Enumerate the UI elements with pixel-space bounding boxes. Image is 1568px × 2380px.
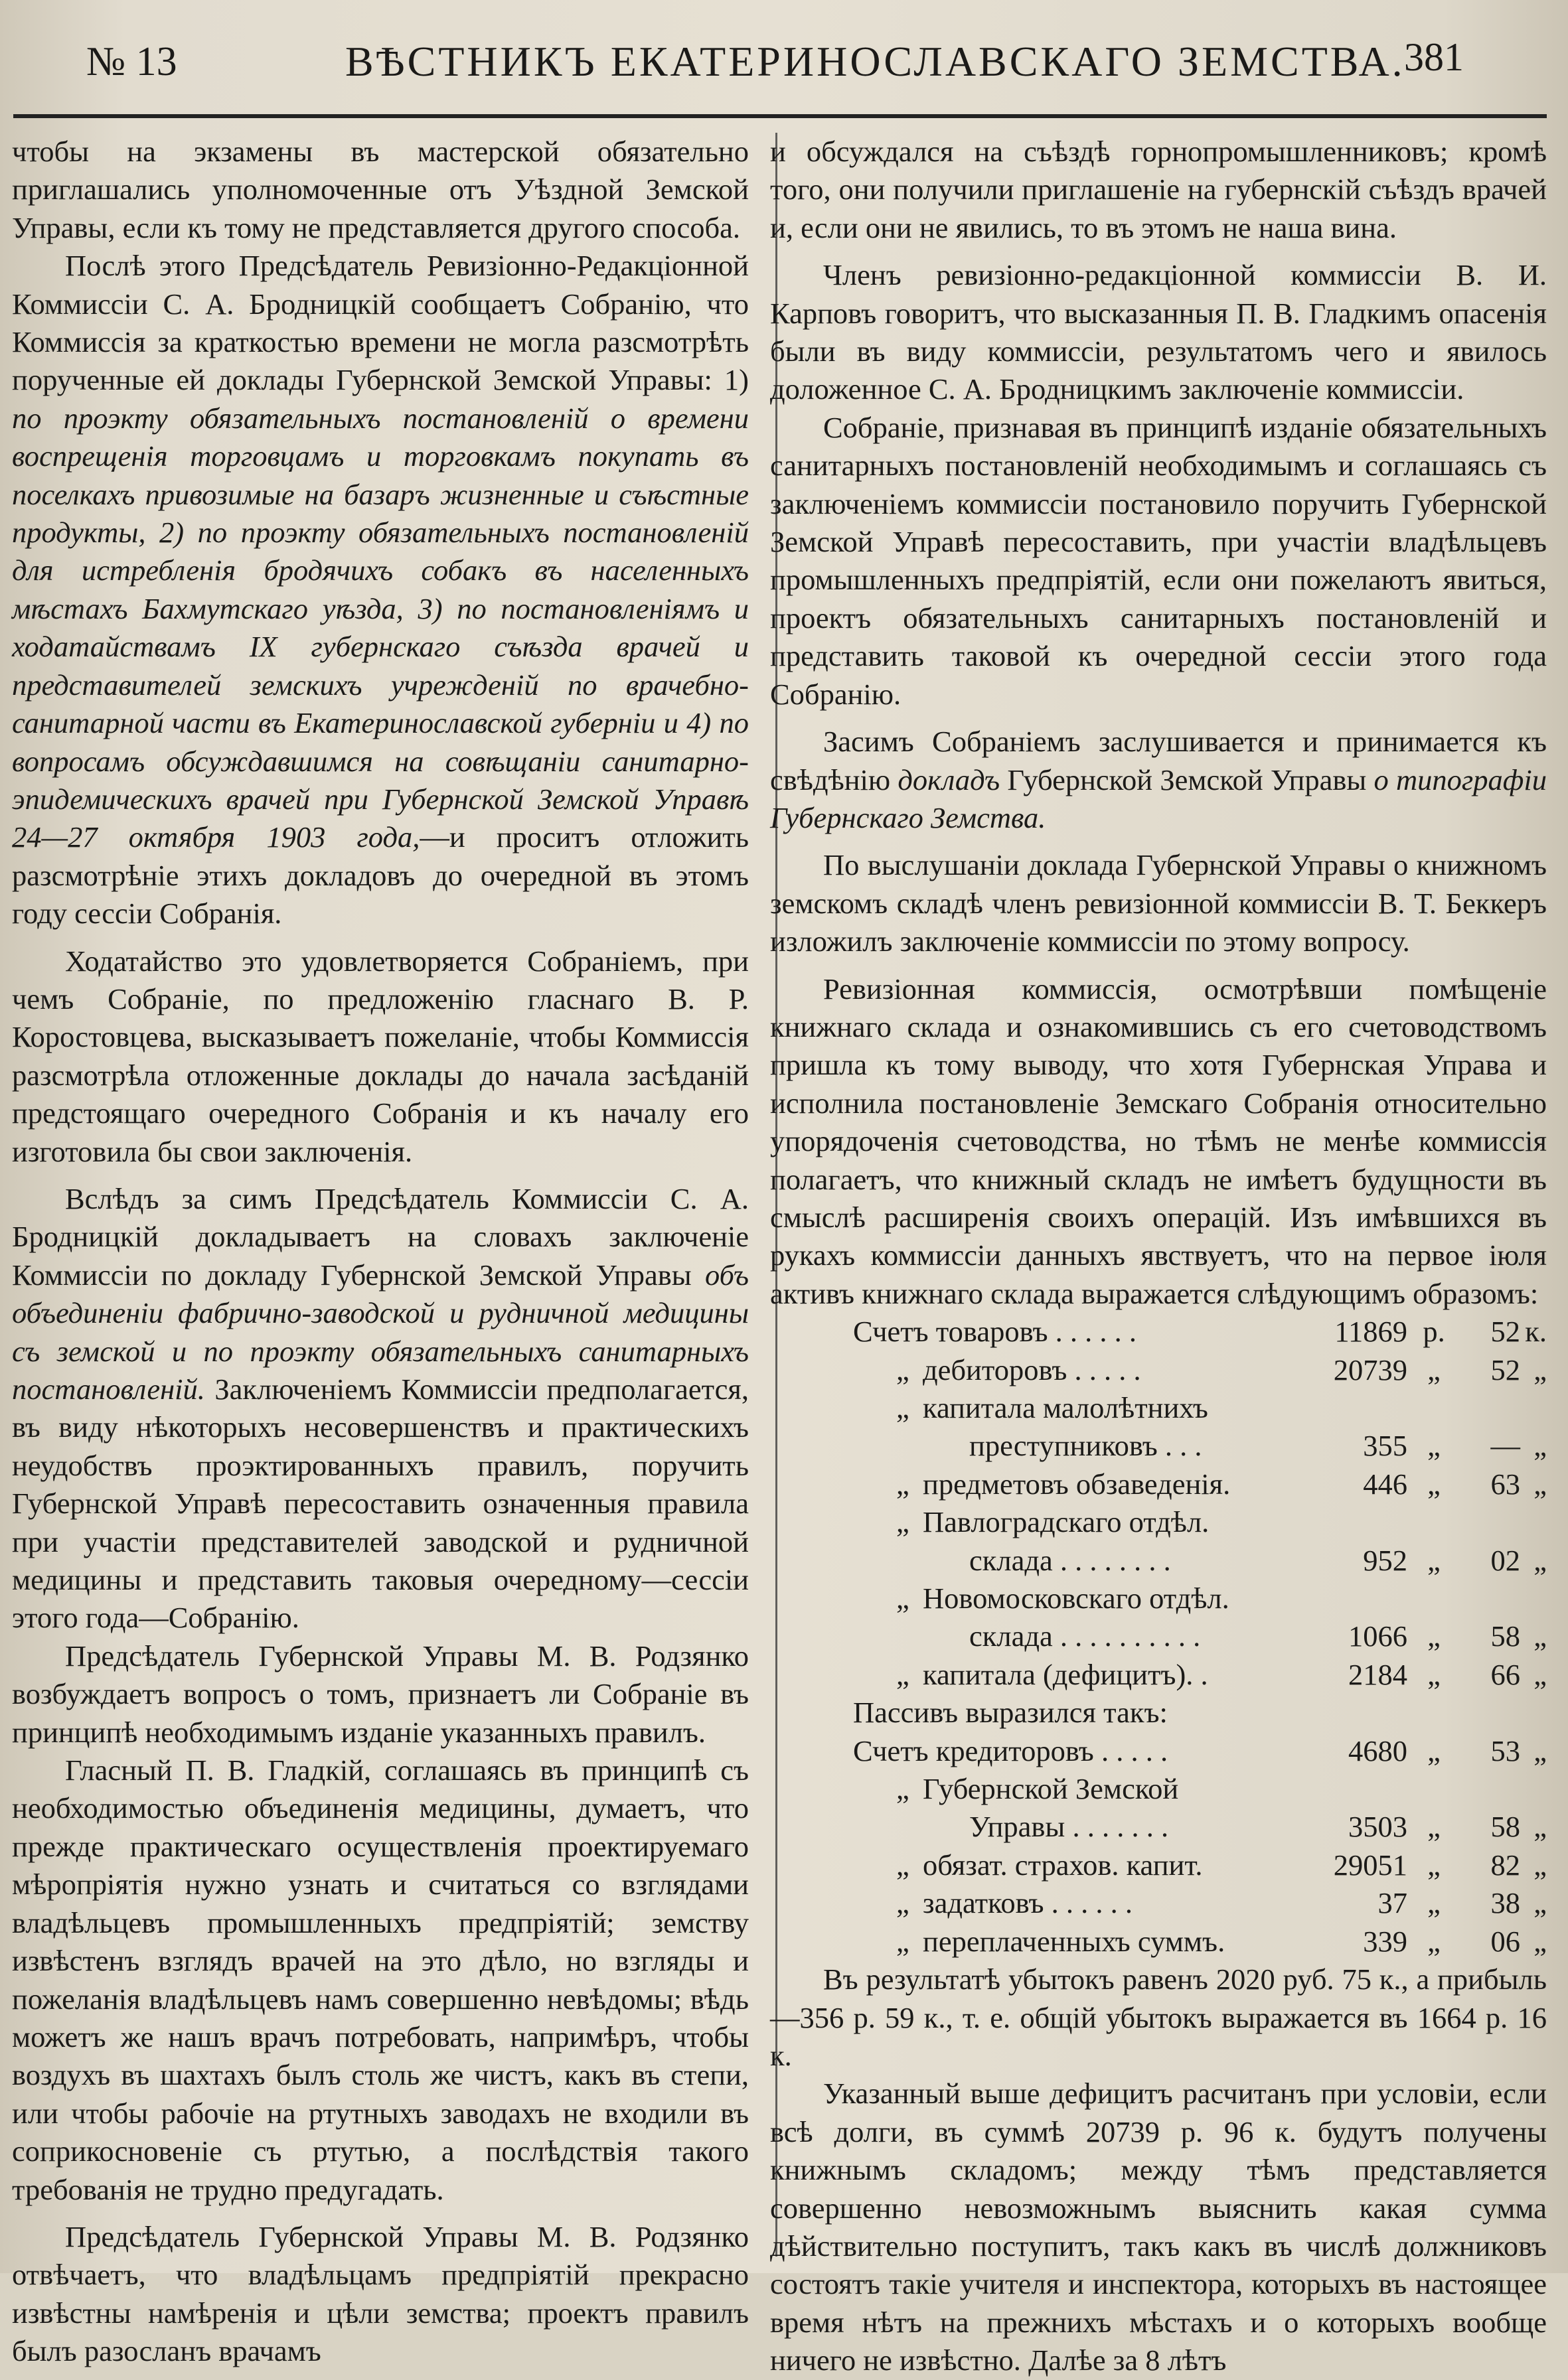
paragraph: Предсѣдатель Губернской Управы М. В. Родзянко возбуждаетъ вопросъ о томъ, признаетъ ли Собраніе въ принципѣ необходимымъ изданіе указанныхъ правилъ. [12,1639,749,1749]
kopecks-unit: „ [1533,1467,1547,1501]
rubles-unit: „ [1427,1886,1441,1920]
rubles-unit: „ [1427,1734,1441,1767]
liabilities-table [770,1732,1547,1961]
paragraph: и обсуждался на съѣздѣ горнопромышленниковъ; кромѣ того, они получили приглашеніе на губернскій съѣздъ врачей и, если они не явились, то въ этомъ не наша вина. [770,135,1547,244]
account-label [770,1313,1281,1351]
account-label [770,1465,1281,1503]
issue-number: № 13 [86,39,177,84]
account-label [770,1732,1281,1770]
ditto-mark: „ [896,1582,909,1615]
account-label-text: переплаченныхъ суммъ. [923,1924,1225,1958]
kopecks-unit: „ [1533,1619,1547,1653]
account-row [770,1580,1547,1617]
journal-title: ВѢСТНИКЪ ЕКАТЕРИНОСЛАВСКАГО ЗЕМСТВА. [345,38,1405,85]
account-label-text: задатковъ . . . . . . [923,1886,1133,1920]
paragraph: Ревизіонная коммиссія, осмотрѣвши помѣщеніе книжнаго склада и ознакомившись съ его счетоводствомъ пришла къ тому выводу, что хотя Губернская Управа и исполнила постановленіе Земскаго Собранія относительно упорядоченія счетоводства, но тѣмъ не менѣе коммиссія полагаетъ, что книжный складъ не имѣетъ будущности въ смыслѣ расширенія своихъ операцій. Изъ имѣвшихся въ рукахъ коммиссіи данныхъ явствуетъ, что на первое іюля активъ книжнаго склада выражается слѣдующимъ образомъ: [770,972,1547,1310]
account-row [770,1313,1547,1351]
paragraph: По выслушаніи доклада Губернской Управы о книжномъ земскомъ складѣ членъ ревизіонной коммиссіи В. Т. Беккеръ изложилъ заключеніе коммиссіи по этому вопросу. [770,848,1547,958]
rubles-unit: „ [1427,1353,1441,1386]
ditto-mark: „ [896,1886,909,1920]
header-rule [13,114,1547,118]
ditto-mark: „ [896,1353,909,1386]
ditto-mark: „ [896,1391,909,1424]
kopecks-unit: „ [1533,1429,1547,1463]
paragraph [12,1180,749,1637]
rubles-unit: „ [1427,1657,1441,1691]
account-label [770,1846,1281,1884]
rubles-unit: „ [1427,1467,1441,1501]
kopecks-value: 66 [1490,1657,1520,1691]
rubles-value: 3503 [1348,1810,1407,1844]
rubles-unit: „ [1427,1924,1441,1958]
rubles-value: 4680 [1348,1734,1407,1767]
paragraph: Собраніе, признавая въ принципѣ изданіе обязательныхъ санитарныхъ постановленій необходимымъ и соглашаясь съ заключеніемъ коммиссіи постановило поручить Губернской Земской Управѣ пересоставить, при участіи владѣльцевъ промышленныхъ предпріятій, если они пожелаютъ явиться, проектъ обязательныхъ санитарныхъ постановленій и представить таковой къ очередной сессіи этого года Собранію. [770,410,1547,711]
report-word: докладъ [898,763,1000,796]
account-label-text: Счетъ кредиторовъ . . . . . [853,1734,1168,1767]
kopecks-unit: „ [1533,1848,1547,1882]
kopecks-value: 52 [1490,1353,1520,1386]
account-row [770,1503,1547,1541]
account-label-text: склада . . . . . . . . [969,1543,1171,1577]
left-column [12,133,749,2371]
account-label-text: Управы . . . . . . . [969,1810,1169,1844]
paragraph-text: Послѣ этого Предсѣдатель Ревизіонно-Редакціонной Коммиссіи С. А. Бродницкій сообщаетъ Собранію, что Коммиссія за краткостью времени не могла разсмотрѣть порученные ей доклады Губернской Земской Управы: 1) [12,249,749,397]
kopecks-value: 38 [1490,1886,1520,1920]
account-row [770,1923,1547,1961]
rubles-unit: „ [1427,1543,1441,1577]
ditto-mark: „ [896,1924,909,1958]
account-label-text: склада . . . . . . . . . . [969,1619,1201,1653]
kopecks-value: 06 [1490,1924,1520,1958]
account-row [770,1351,1547,1389]
assets-table [770,1313,1547,1694]
paragraph [12,247,749,932]
account-label [770,1351,1281,1389]
paragraph: чтобы на экзамены въ мастерской обязательно приглашались уполномоченные отъ Уѣздной Земской Управы, если къ тому не представляется другого способа. [12,135,749,244]
paragraph: Предсѣдатель Губернской Управы М. В. Родзянко отвѣчаетъ, что владѣльцамъ предпріятій прекрасно извѣстны намѣренія и цѣли земства; проектъ правилъ былъ разосланъ врачамъ [12,2219,749,2368]
rubles-unit: „ [1427,1619,1441,1653]
passive-heading: Пассивъ выразился такъ: [853,1696,1168,1730]
account-row [770,1389,1547,1427]
account-row [770,1656,1547,1694]
account-label-text: преступниковъ . . . [969,1429,1202,1463]
report-title: о типографіи Губернскаго Земства. [770,763,1547,834]
ditto-mark: „ [896,1848,909,1882]
ditto-mark: „ [896,1657,909,1691]
account-row [770,1770,1547,1808]
paragraph: Членъ ревизіонно-редакціонной коммиссіи В. И. Карповъ говоритъ, что высказанныя П. В. Гладкимъ опасенія были въ виду коммиссіи, результатомъ чего и явилось доложенное С. А. Бродницкимъ заключеніе коммиссіи. [770,258,1547,406]
rubles-value: 1066 [1348,1619,1407,1653]
account-row [770,1846,1547,1884]
ditto-mark: „ [896,1772,909,1806]
account-label [770,1884,1281,1922]
rubles-value: 952 [1363,1543,1407,1577]
paragraph: Ходатайство это удовлетворяется Собраніемъ, при чемъ Собраніе, по предложенію гласнаго В. Р. Коростовцева, высказываетъ пожеланіе, чтобы Коммиссія разсмотрѣла отложенные доклады до начала засѣданій предстоящаго очередного Собранія и къ началу его изготовила бы свои заключенія. [12,944,749,1168]
kopecks-unit: „ [1533,1353,1547,1386]
account-label-text: Губернской Земской [923,1772,1179,1806]
right-column [770,133,1547,2380]
account-row [770,1617,1547,1655]
account-label [770,1542,1281,1580]
paragraph-text: —и проситъ отложить разсмотрѣніе этихъ докладовъ до очередной въ этомъ году сессіи Собранія. [12,820,749,930]
kopecks-unit: „ [1533,1543,1547,1577]
account-row [770,1465,1547,1503]
account-label [770,1389,1281,1427]
rubles-unit: „ [1427,1848,1441,1882]
paragraph: Въ результатѣ убытокъ равенъ 2020 руб. 75 к., а прибыль—356 р. 59 к., т. е. общій убытокъ выражается въ 1664 р. 16 к. [770,1963,1547,2072]
rubles-value: 37 [1377,1886,1407,1920]
rubles-unit: р. [1423,1315,1445,1349]
kopecks-value: 63 [1490,1467,1520,1501]
account-label-text: капитала малолѣтнихъ [923,1391,1208,1424]
account-label [770,1656,1281,1694]
rubles-value: 11869 [1334,1315,1407,1349]
account-label [770,1770,1281,1808]
kopecks-value: 58 [1490,1619,1520,1653]
rubles-value: 29051 [1333,1848,1407,1882]
kopecks-value: 58 [1490,1810,1520,1844]
rubles-value: 355 [1363,1429,1407,1463]
rubles-unit: „ [1427,1810,1441,1844]
paragraph: Указанный выше дефицитъ расчитанъ при условіи, если всѣ долги, въ суммѣ 20739 р. 96 к. будутъ получены книжнымъ складомъ; между тѣмъ представляется совершенно невозможнымъ выяснить какая сумма дѣйствительно поступитъ, такъ какъ въ числѣ должниковъ состоятъ такіе учителя и инспектора, которыхъ въ настоящее время нѣтъ на прежнихъ мѣстахъ и о которыхъ вообще ничего не извѣстно. Далѣе за 8 лѣтъ [770,2077,1547,2377]
kopecks-value: 53 [1490,1734,1520,1767]
account-label [770,1923,1281,1961]
rubles-value: 339 [1363,1924,1407,1958]
ditto-mark: „ [896,1505,909,1539]
account-label [770,1808,1281,1846]
account-label [770,1503,1281,1541]
account-label-text: Счетъ товаровъ . . . . . . [853,1315,1137,1349]
rubles-value: 446 [1363,1467,1407,1501]
kopecks-value: 82 [1490,1848,1520,1882]
kopecks-unit: „ [1533,1886,1547,1920]
account-label-text: капитала (дефицитъ). . [923,1657,1208,1691]
account-label [770,1427,1281,1465]
paragraph [770,723,1547,837]
kopecks-unit: „ [1533,1924,1547,1958]
account-row [770,1884,1547,1922]
account-row [770,1732,1547,1770]
account-label-text: дебиторовъ . . . . . [923,1353,1141,1386]
paragraph-text: Заключеніемъ Коммиссіи предполагается, въ виду нѣкоторыхъ несовершенствъ и практическихъ неудобствъ проэктированныхъ правилъ, поручить Губернской Управѣ пересоставить означенныя правила при участіи представителей заводской и рудничной медицины и представить таковыя очередному—сессіи этого года—Собранію. [12,1373,749,1635]
paragraph-text: Губернской Земской Управы [1000,763,1374,796]
kopecks-value: — [1490,1429,1520,1463]
ditto-mark: „ [896,1467,909,1501]
account-label-text: предметовъ обзаведенія. [923,1467,1231,1501]
rubles-unit: „ [1427,1429,1441,1463]
rubles-value: 2184 [1348,1657,1407,1691]
paragraph-text: Вслѣдъ за симъ Предсѣдатель Коммиссіи С. А. Бродницкій докладываетъ на словахъ заключеніе Коммиссіи по докладу Губернской Земской Управы [12,1181,749,1292]
kopecks-unit: „ [1533,1657,1547,1691]
kopecks-unit: „ [1533,1734,1547,1767]
account-label-text: Павлоградскаго отдѣл. [923,1505,1210,1539]
kopecks-unit: „ [1533,1810,1547,1844]
rubles-value: 20739 [1333,1353,1407,1386]
page-number: 381 [1404,35,1464,79]
kopecks-unit: к. [1525,1315,1547,1349]
account-label [770,1617,1281,1655]
account-label-text: обязат. страхов. капит. [923,1848,1203,1882]
account-row [770,1542,1547,1580]
paragraph: Гласный П. В. Гладкій, соглашаясь въ принципѣ съ необходимостью объединенія медицины, думаетъ, что прежде практическаго осуществленія проектируемаго мѣропріятія нужно узнать и считаться со взглядами владѣльцевъ промышленныхъ предпріятій; земству извѣстенъ взглядъ врачей на это дѣло, но взгляды и пожеланія владѣльцевъ намъ совершенно невѣдомы; вѣдь можетъ же нашъ врачъ потребовать, напримѣръ, чтобы воздухъ въ шахтахъ былъ столь же чистъ, какъ въ степи, или чтобы рабочіе на ртутныхъ заводахъ не входили въ соприкосновеніе съ ртутью, а послѣдствія такого требованія не трудно предугадать. [12,1753,749,2206]
report-title: объ объединеніи фабрично-заводской и рудничной медицины съ земской и по проэкту обязательныхъ санитарныхъ постановленій. [12,1258,749,1406]
kopecks-value: 52 [1490,1315,1520,1349]
account-label-text: Новомосковскаго отдѣл. [923,1582,1229,1615]
page-header [46,33,1527,93]
account-label [770,1580,1281,1617]
paragraph-text: Засимъ Собраніемъ заслушивается и принимается къ свѣдѣнію [770,725,1547,796]
report-titles: по проэкту обязательныхъ постановленій о времени воспрещенія торговцамъ и торговкамъ покупать въ поселкахъ привозимые на базаръ жизненные и съѣстные продукты, 2) по проэкту обязательныхъ постановленій для истребленія бродячихъ собакъ въ населенныхъ мѣстахъ Бахмутскаго уѣзда, 3) по постановленіямъ и ходатайствамъ IX губернскаго съѣзда врачей и представителей земскихъ учрежденій по врачебно-санитарной части въ Екатеринославской губерніи и 4) по вопросамъ обсуждавшимся на совѣщаніи санитарно-эпидемическихъ врачей при Губернской Земской Управѣ 24—27 октября 1903 года, [12,401,749,854]
account-row [770,1808,1547,1846]
account-row [770,1427,1547,1465]
kopecks-value: 02 [1490,1543,1520,1577]
